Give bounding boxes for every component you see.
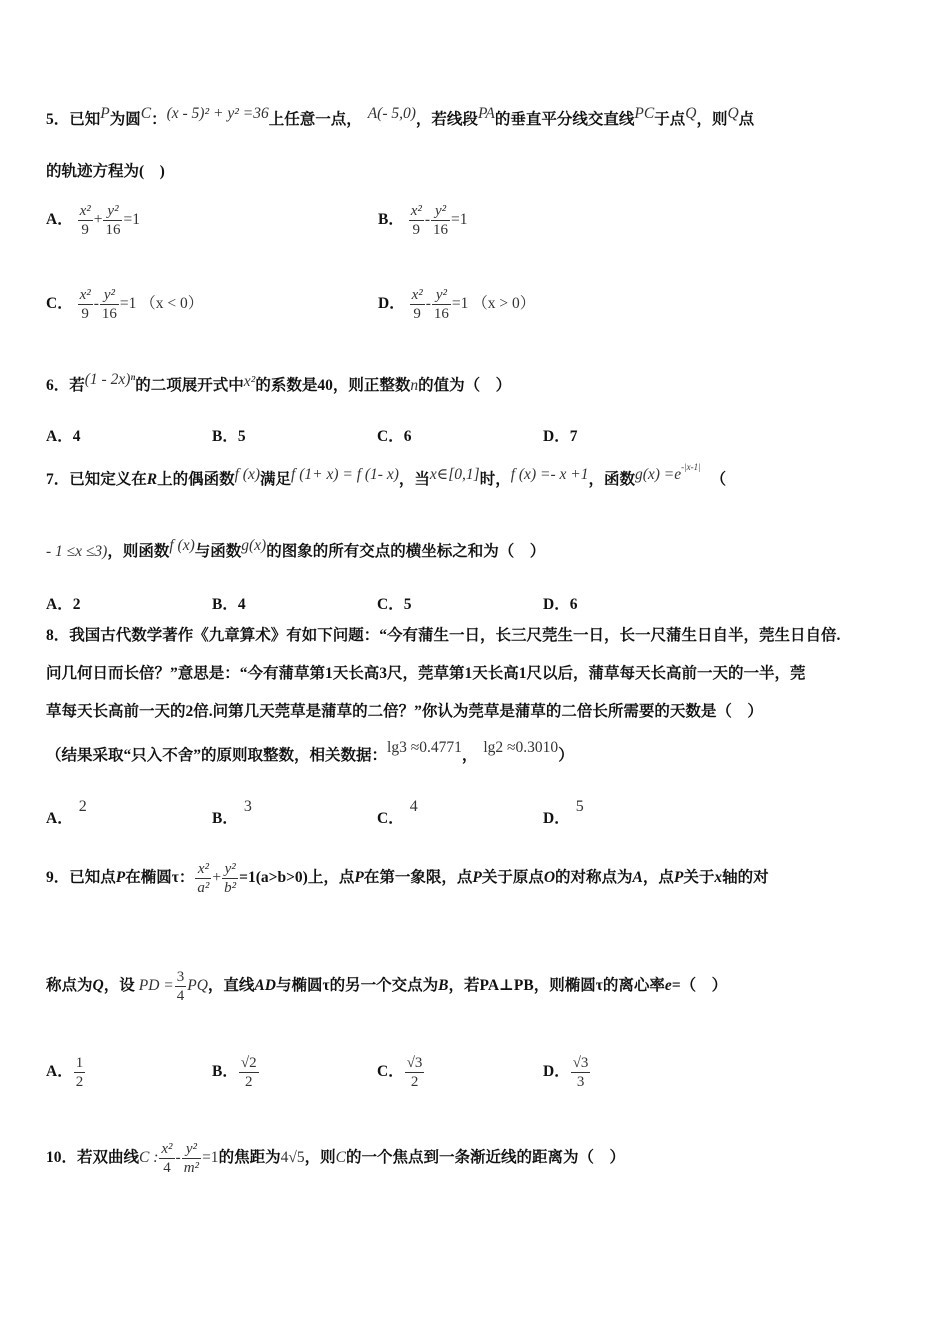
q8-option-b[interactable]: B．3 <box>212 798 252 827</box>
q9-option-a[interactable]: A． $\frac{1}{2}$ <box>46 1055 84 1090</box>
question-6: 6．若(1 - 2x)ⁿ的二项展开式中x²的系数是40，则正整数n的值为（ ） <box>46 371 512 394</box>
q7-option-a[interactable]: A．2 <box>46 596 81 613</box>
q5-option-a[interactable]: A． $\frac{\text{x²}}{9}$ + $\frac{\text{y²}}{16}$ =1 <box>46 203 140 238</box>
question-8-line1: 8．我国古代数学著作《九章算术》有如下问题：“今有蒲生一日，长三尺莞生一日，长一尺蒲生日自半，莞生日自倍. <box>46 627 841 644</box>
q8-option-d[interactable]: D．5 <box>543 798 584 827</box>
q7-option-b[interactable]: B．4 <box>212 596 246 613</box>
q8-option-a[interactable]: A．2 <box>46 798 87 827</box>
q6-option-d[interactable]: D．7 <box>543 428 578 445</box>
question-7-line2: - 1 ≤x ≤3)，则函数f (x)与函数g(x)的图象的所有交点的横坐标之和为（ ） <box>46 537 546 560</box>
q6-option-a[interactable]: A．4 <box>46 428 81 445</box>
q9-option-d[interactable]: D． $\frac{√3}{3}$ <box>543 1055 589 1090</box>
question-5-line2: 的轨迹方程为( ) <box>46 163 165 180</box>
question-10: 10．若双曲线C : $\frac{\text{x²}}{4}$ - $\frac{\text{y²}}{\text{m²}}$ =1的焦距为4√5，则C的一个焦点到一条渐近线的距离为（ ） <box>46 1141 625 1176</box>
q9-option-c[interactable]: C． $\frac{√3}{2}$ <box>377 1055 423 1090</box>
question-5-line1: 5．已知P为圆C：(x - 5)² + y² =36上任意一点， A(- 5,0)，若线段PA的垂直平分线交直线PC于点Q，则Q点 <box>46 105 755 128</box>
question-8-line2: 问几何日而长倍？”意思是：“今有蒲草第1天长高3尺，莞草第1天长高1尺以后，蒲草每天长高前一天的一半，莞 <box>46 665 806 682</box>
q5-option-d[interactable]: D． $\frac{\text{x²}}{9}$ - $\frac{\text{y²}}{16}$ =1 （x > 0） <box>378 287 536 322</box>
q6-option-c[interactable]: C．6 <box>377 428 412 445</box>
question-8-line3: 草每天长高前一天的2倍.问第几天莞草是蒲草的二倍？”你认为莞草是蒲草的二倍长所需要的天数是（ ） <box>46 703 763 720</box>
q7-option-d[interactable]: D．6 <box>543 596 578 613</box>
question-8-line4: （结果采取“只入不舍”的原则取整数，相关数据：lg3 ≈0.4771， lg2 ≈0.3010） <box>46 739 574 764</box>
q8-option-c[interactable]: C．4 <box>377 798 418 827</box>
q9-option-b[interactable]: B． $\frac{√2}{2}$ <box>212 1055 257 1090</box>
q7-option-c[interactable]: C．5 <box>377 596 412 613</box>
q5-option-b[interactable]: B． $\frac{\text{x²}}{9}$ - $\frac{\text{y²}}{16}$ =1 <box>378 203 468 238</box>
question-9-line2: 称点为Q，设 PD = $\frac{3}{4}$ PQ，直线AD与椭圆τ的另一个交点为B，若PA⊥PB，则椭圆τ的离心率e=（ ） <box>46 969 728 1004</box>
question-9-line1: 9．已知点P在椭圆τ： $\frac{\text{x²}}{\text{a²}}$ + $\frac{\text{y²}}{\text{b²}}$ =1(a>b>0)上，点P在第一象限，点P关于原点O的对称点为A，点P关于x轴的对 <box>46 861 769 896</box>
q5-option-c[interactable]: C． $\frac{\text{x²}}{9}$ - $\frac{\text{y²}}{16}$ =1 （x < 0） <box>46 287 204 322</box>
q6-option-b[interactable]: B．5 <box>212 428 246 445</box>
question-7-line1: 7．已知定义在R上的偶函数f (x)满足f (1+ x) = f (1- x)，当x∈[0,1]时，f (x) =- x +1，函数$g(x) =e^{-|x-1|}$（ <box>46 461 727 488</box>
